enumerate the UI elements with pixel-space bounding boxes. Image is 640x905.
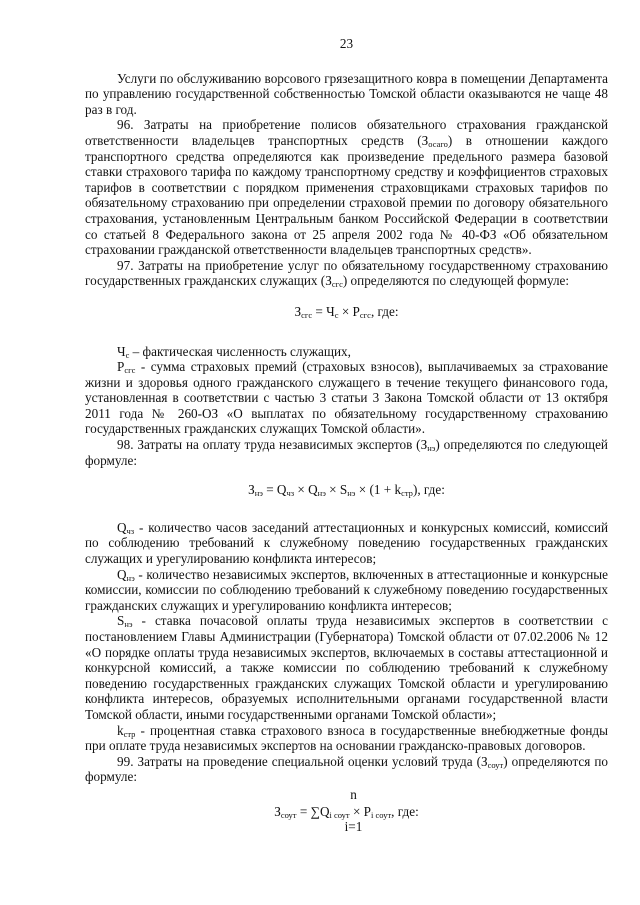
definition-rsgs: $Р_{сгс}$ - сумма страховых премий (страховых взносов), выплачиваемых за страхование жизни и здоровья одного гражданского служащего в течение текущего финансового года, установленная в соответствии с частью 3 статьи 3 Закона Томской области от 13 октября 2011 года № 260-ОЗ «О выплатах по обязательному государственному страхованию государственных гражданских служащих Томской области». [85,359,608,437]
formula-99 [247,787,447,835]
definition-chs: $Ч_с$ – фактическая численность служащих, [117,343,351,360]
paragraph-96: 96. Затраты на приобретение полисов обязательного страхования гражданской ответственности владельцев транспортных средств $(З_{осаго})$ в отношении каждого транспортного средства определяются как произведение предельного размера базовой ставки страхового тарифа по каждому транспортному средству и коэффициентов страховых тарифов в соответствии с порядком применения страховщиками страховых тарифов по обязательному страхованию при определении страховой премии по договору обязательного страхования, установленным Центральным банком Российской Федерации в соответствии со статьей 8 Федерального закона от 25 апреля 2002 года № 40-ФЗ «Об обязательном страховании гражданской ответственности владельцев транспортных средств». [85,117,608,258]
sum-upper-limit: n [350,786,357,802]
formula-98: $З_{нэ} = Q_{чз} \times Q_{нэ} \times S_{нэ} \times (1 + k_{стр})$, где: [248,482,445,499]
sum-lower-limit: i=1 [344,819,363,835]
paragraph-99: 99. Затраты на проведение специальной оценки условий труда $(З_{соут})$ определяются по формуле: [85,753,608,785]
section-body [85,71,608,835]
sum-expression: $З_{соут} = \sum Q_{i соут} \times P_{i соут}$, где: [274,803,419,820]
formula-97: $З_{сгс} = Ч_с \times Р_{сгс}$, где: [294,303,399,320]
page-number: 23 [339,36,354,51]
definition-qchz: $Q_{чз}$ - количество часов заседаний аттестационных и конкурсных комиссий, комиссий по соблюдению требований к служебному поведению государственных гражданских служащих и урегулированию конфликта интересов; [85,519,608,567]
paragraph-services: Услуги по обслуживанию ворсового грязезащитного ковра в помещении Департамента по управлению государственной собственностью Томской области оказываются не чаще 48 раз в год. [85,70,608,117]
paragraph-98: 98. Затраты на оплату труда независимых экспертов $(З_{нэ})$ определяются по следующей формуле: [85,437,608,468]
definition-sne: $S_{нэ}$ - ставка почасовой оплаты труда независимых экспертов в соответствии с постановлением Главы Администрации (Губернатора) Томской области от 07.02.2006 № 12 «О порядке оплаты труда независимых экспертов, включаемых в составы аттестационной и конкурсной комиссий, а также комиссии по соблюдению требований к служебному поведению государственных гражданских служащих Томской области и урегулированию конфликта интересов, образуемых исполнительными органами государственной власти Томской области, иными государственными органами Томской области»; [85,613,608,722]
paragraph-97: 97. Затраты на приобретение услуг по обязательному государственному страхованию государственных гражданских служащих $(З_{сгс})$ определяются по следующей формуле: [85,257,608,290]
definition-kstr: $k_{стр}$ - процентная ставка страхового взноса в государственные внебюджетные фонды при оплате труда независимых экспертов на основании гражданско-правовых договоров. [85,722,608,754]
definition-qne: $Q_{нэ}$ - количество независимых экспертов, включенных в аттестационные и конкурсные комиссии, комиссии по соблюдению требований к служебному поведению государственных гражданских служащих и урегулированию конфликта интересов; [85,566,608,613]
